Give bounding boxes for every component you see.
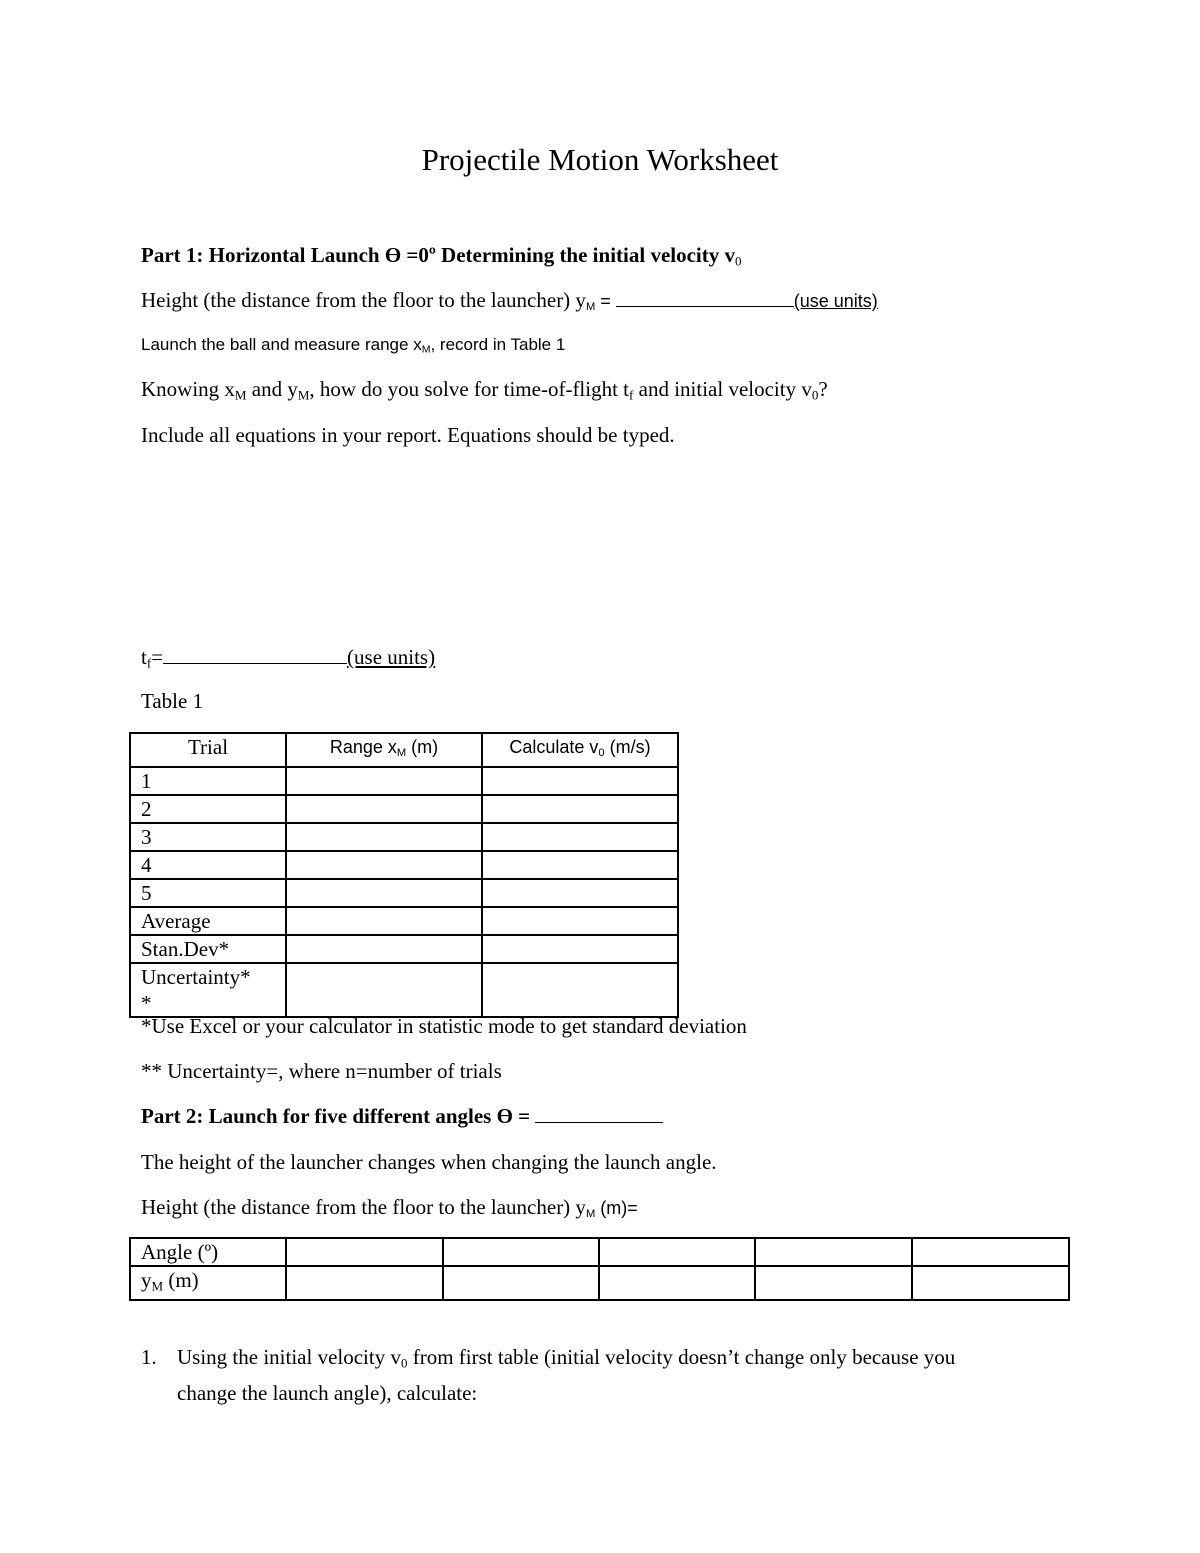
angle-cell[interactable] <box>286 1238 442 1266</box>
velocity-header-b: (m/s) <box>604 737 651 757</box>
range-header-b: (m) <box>406 737 439 757</box>
angle-cell[interactable] <box>599 1238 755 1266</box>
ym-cell[interactable] <box>443 1266 599 1300</box>
table-row <box>130 907 678 935</box>
range-header-a: Range x <box>329 737 397 757</box>
table1-header-row <box>130 733 678 767</box>
uncertainty-line-b: * <box>141 990 152 1015</box>
trial-cell: 5 <box>130 879 286 907</box>
table1-header-velocity <box>482 733 678 767</box>
knowing-d: and initial velocity v <box>633 377 812 401</box>
height-label: Height (the distance from the floor to the launcher) y <box>141 288 586 312</box>
velocity-cell[interactable] <box>482 823 678 851</box>
table1-header-trial: Trial <box>130 733 286 767</box>
ym-sub: M <box>151 1278 164 1294</box>
stdev-cell: Stan.Dev* <box>130 935 286 963</box>
table2-angle-row <box>130 1238 1069 1266</box>
tf-units: (use units) <box>347 645 436 669</box>
list-item-line2: change the launch angle), calculate: <box>177 1381 478 1406</box>
list-line1-sub: 0 <box>400 1355 408 1371</box>
list-line1-b: from first table (initial velocity doesn’t change only because you <box>407 1345 956 1369</box>
table-row <box>130 795 678 823</box>
table-row <box>130 935 678 963</box>
ym-label-b: (m) <box>163 1268 199 1292</box>
range-cell[interactable] <box>286 767 482 795</box>
part1-knowing-line <box>141 377 828 403</box>
range-cell[interactable] <box>286 823 482 851</box>
table-row <box>130 879 678 907</box>
part1-heading-text: Part 1: Horizontal Launch ϴ =0º Determining the initial velocity v <box>141 243 735 267</box>
knowing-e: ? <box>818 377 828 401</box>
part2-changes-line: The height of the launcher changes when changing the launch angle. <box>141 1150 717 1174</box>
knowing-c: , how do you solve for time-of-flight t <box>309 377 630 401</box>
angle-cell[interactable] <box>755 1238 911 1266</box>
tf-label: t <box>141 645 147 669</box>
launch-sub: M <box>421 343 431 356</box>
part2-heading <box>141 1104 663 1129</box>
ym-cell[interactable] <box>599 1266 755 1300</box>
velocity-header-sub: 0 <box>598 746 605 759</box>
ym-cell[interactable] <box>755 1266 911 1300</box>
tf-line <box>141 645 435 671</box>
height-eq: = <box>595 291 616 311</box>
list-item-line1 <box>141 1342 1061 1378</box>
part2-height-label: Height (the distance from the floor to the launcher) y <box>141 1195 586 1219</box>
range-cell[interactable] <box>286 907 482 935</box>
part1-heading <box>141 243 742 269</box>
knowing-sub1: M <box>234 387 247 403</box>
part2-heading-text: Part 2: Launch for five different angles ϴ = <box>141 1104 536 1128</box>
angle-cell[interactable] <box>912 1238 1069 1266</box>
tf-blank[interactable] <box>163 662 347 664</box>
range-cell[interactable] <box>286 963 482 1017</box>
velocity-cell[interactable] <box>482 879 678 907</box>
part2-height-b: (m)= <box>595 1198 638 1218</box>
ym-label: y <box>141 1268 152 1292</box>
velocity-cell[interactable] <box>482 907 678 935</box>
angle-label-cell: Angle (º) <box>130 1238 286 1266</box>
velocity-cell[interactable] <box>482 767 678 795</box>
knowing-sub3: f <box>629 387 634 403</box>
angle-blank[interactable] <box>535 1121 663 1123</box>
trial-cell: 1 <box>130 767 286 795</box>
height-sub: M <box>585 300 596 313</box>
velocity-cell[interactable] <box>482 935 678 963</box>
include-equations-line: Include all equations in your report. Equations should be typed. <box>141 423 675 447</box>
range-cell[interactable] <box>286 795 482 823</box>
angle-cell[interactable] <box>443 1238 599 1266</box>
note-stdev: *Use Excel or your calculator in statistic mode to get standard deviation <box>141 1014 747 1038</box>
part1-launch-line <box>141 335 565 356</box>
launch-text-a: Launch the ball and measure range x <box>141 335 422 354</box>
knowing-b: and y <box>246 377 298 401</box>
table-row <box>130 851 678 879</box>
list-item <box>141 1342 1061 1409</box>
table2 <box>129 1237 1070 1301</box>
table-row <box>130 823 678 851</box>
trial-cell: 3 <box>130 823 286 851</box>
table2-height-row <box>130 1266 1069 1300</box>
tf-eq: = <box>151 645 164 669</box>
range-cell[interactable] <box>286 879 482 907</box>
trial-cell: 2 <box>130 795 286 823</box>
knowing-a: Knowing x <box>141 377 235 401</box>
table-row <box>130 963 678 1017</box>
part2-height-sub: M <box>585 1207 596 1220</box>
table1 <box>129 732 679 1018</box>
note-uncertainty: ** Uncertainty=, where n=number of trials <box>141 1059 502 1083</box>
range-cell[interactable] <box>286 935 482 963</box>
uncertainty-line-a: Uncertainty* <box>141 964 251 989</box>
range-header-sub: M <box>396 746 407 759</box>
list-line1-a: Using the initial velocity v <box>177 1345 401 1369</box>
ym-label-cell <box>130 1266 286 1300</box>
uncertainty-cell <box>130 963 286 1017</box>
launch-text-b: , record in Table 1 <box>430 335 566 354</box>
velocity-cell[interactable] <box>482 963 678 1017</box>
tf-sub: f <box>146 655 152 671</box>
height-blank[interactable] <box>616 305 794 307</box>
part2-height-line <box>141 1195 638 1220</box>
knowing-sub2: M <box>297 387 310 403</box>
knowing-sub4: 0 <box>811 387 819 403</box>
ym-cell[interactable] <box>286 1266 442 1300</box>
average-cell: Average <box>130 907 286 935</box>
trial-cell: 4 <box>130 851 286 879</box>
range-cell[interactable] <box>286 851 482 879</box>
page-title: Projectile Motion Worksheet <box>421 142 779 177</box>
part1-height-line <box>141 288 878 313</box>
part1-heading-sub: 0 <box>735 253 742 269</box>
table-row <box>130 767 678 795</box>
ym-cell[interactable] <box>912 1266 1069 1300</box>
height-units: (use units) <box>793 291 878 311</box>
table1-caption: Table 1 <box>141 689 204 713</box>
list-number: 1. <box>141 1345 157 1369</box>
table1-header-range <box>286 733 482 767</box>
velocity-cell[interactable] <box>482 795 678 823</box>
velocity-cell[interactable] <box>482 851 678 879</box>
velocity-header-a: Calculate v <box>509 737 599 757</box>
